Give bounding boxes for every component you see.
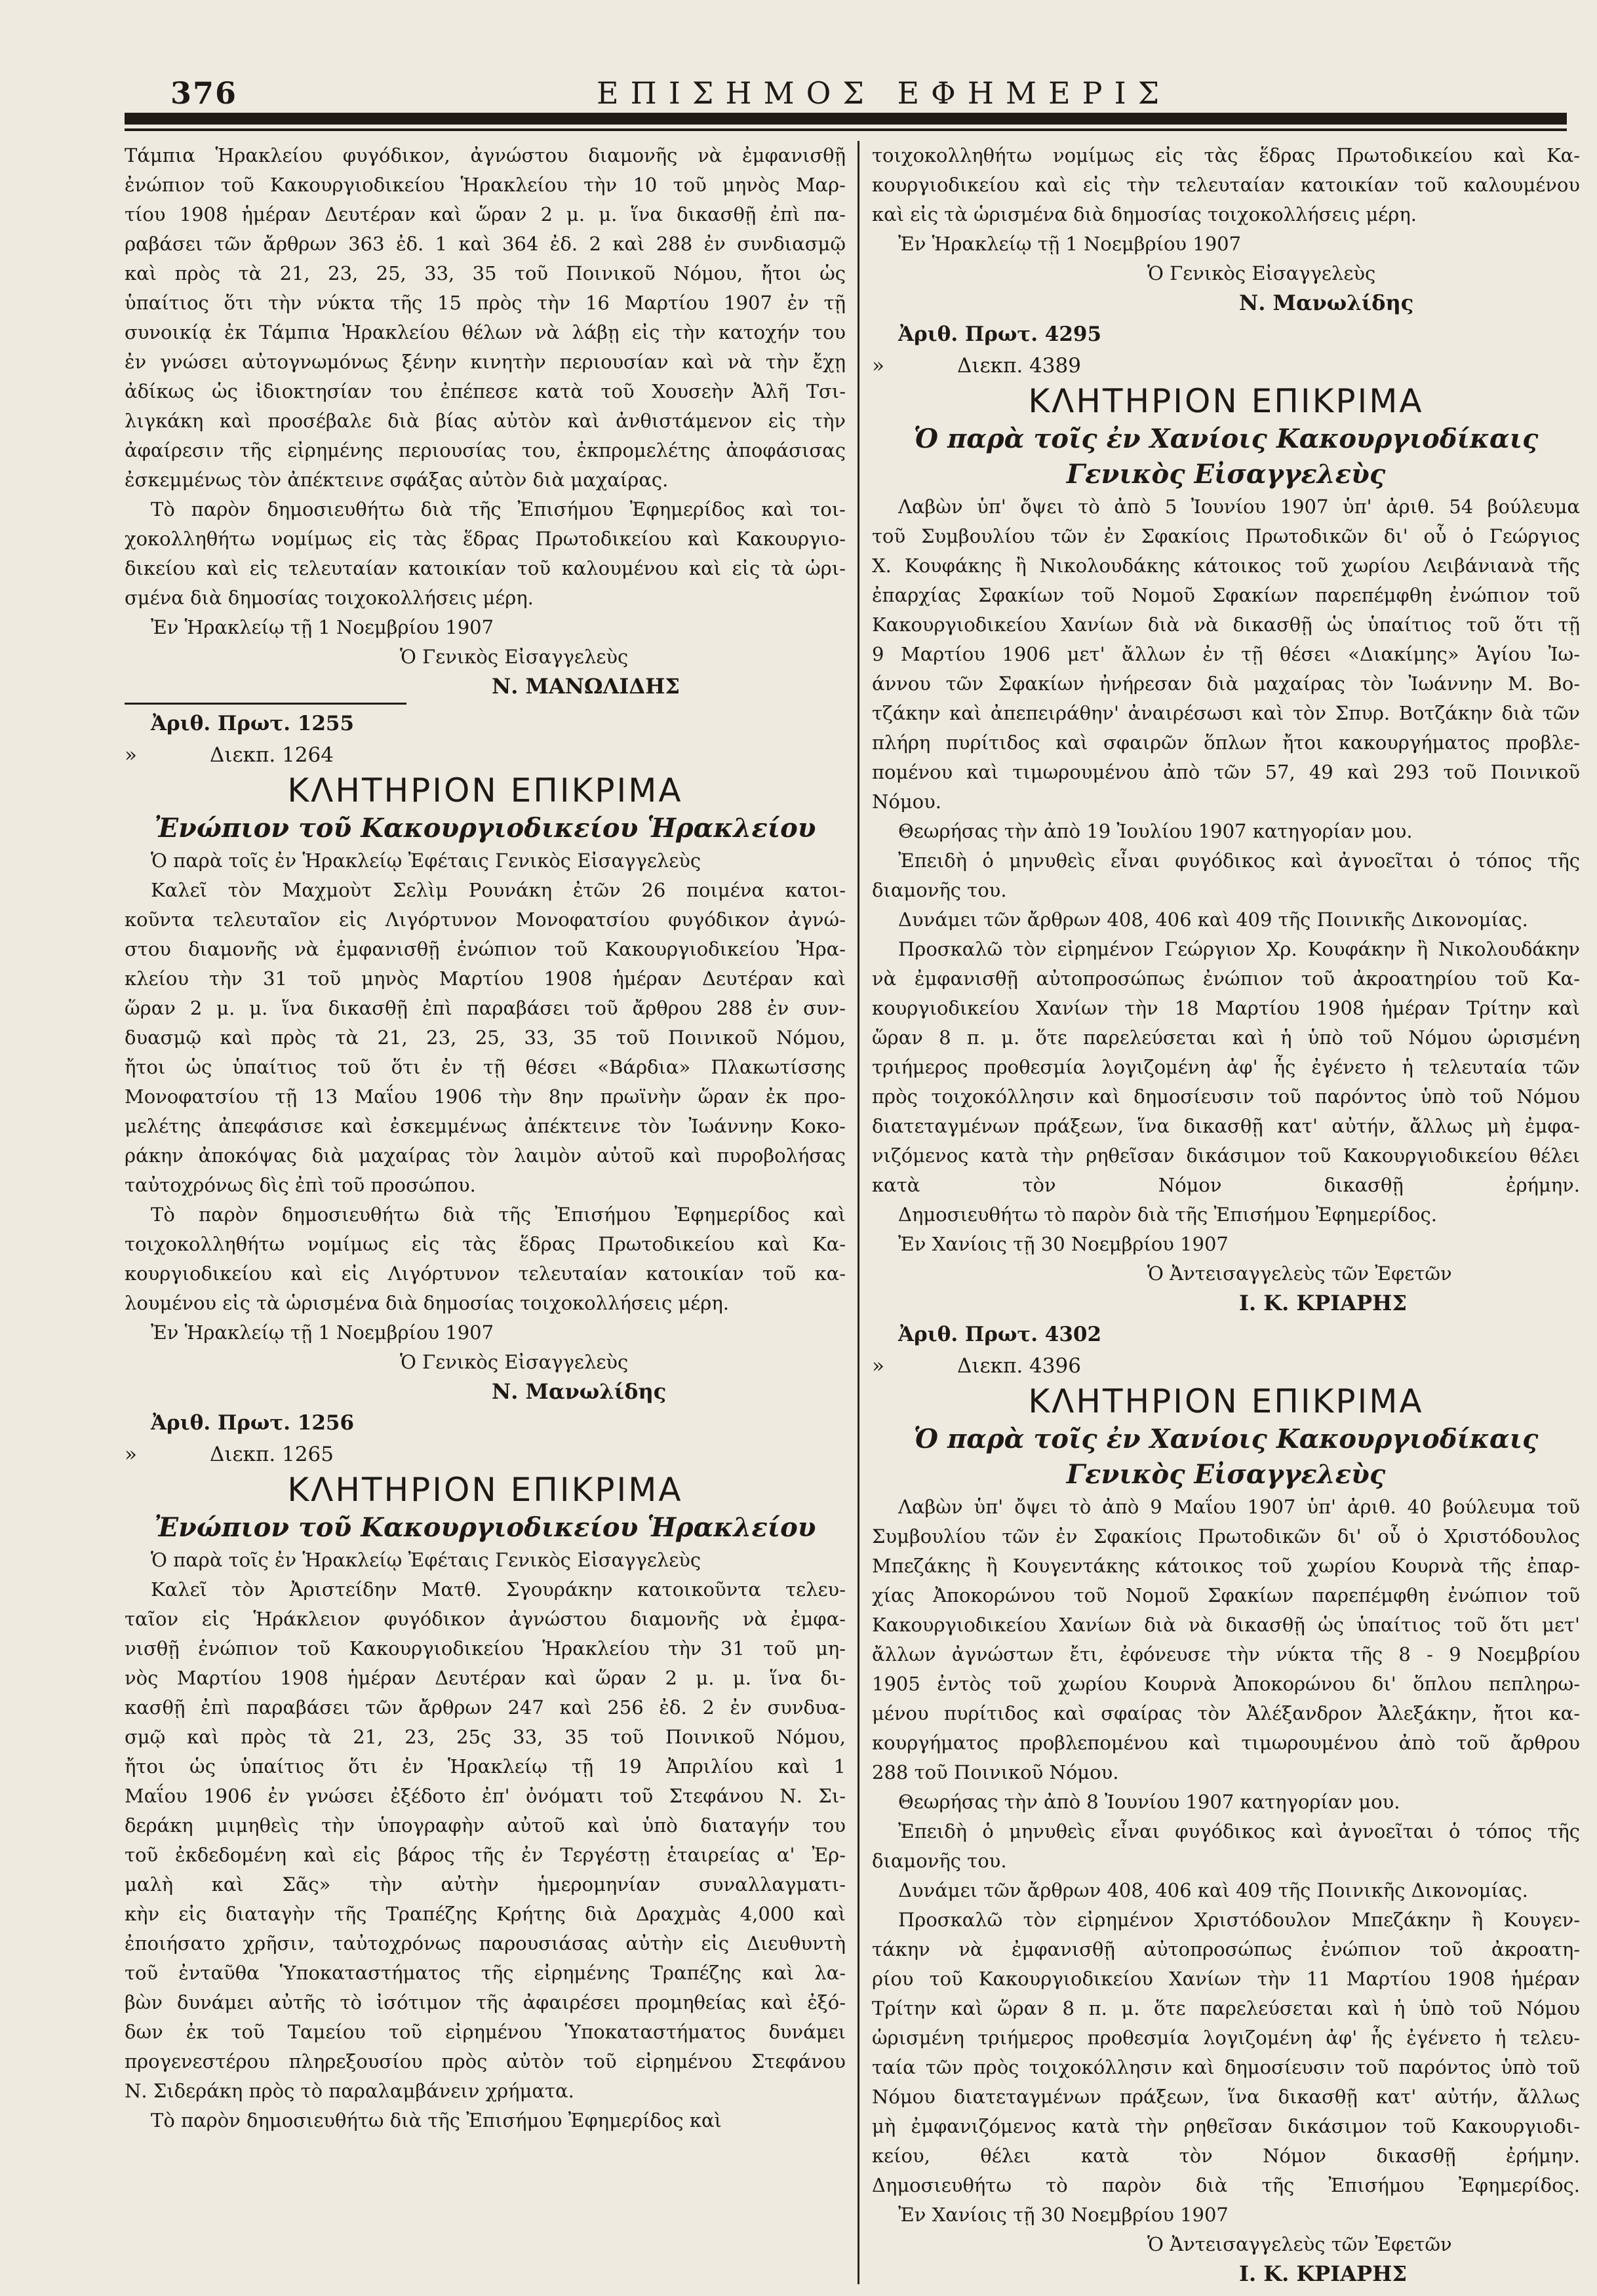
text-line: πρὸς τοιχοκόλλησιν καὶ δημοσίευσιν τοῦ παρόντος ὑπὸ τοῦ Νόμου bbox=[872, 1085, 1580, 1108]
header-rule-thick bbox=[125, 113, 1567, 125]
text-line: 9 Μαρτίου 1906 μετ' ἄλλων ἐν τῇ θέσει «Διακίμης» Ἁγίου Ἰω- bbox=[872, 643, 1580, 665]
text-line: ἐνώπιον τοῦ Κακουργιοδικείου Ἡρακλείου τὴν 10 τοῦ μηνὸς Μαρ- bbox=[125, 174, 846, 196]
text-line: μαλὴ καὶ Σᾶς» τὴν αὐτὴν ἡμερομηνίαν συναλλαγματι- bbox=[125, 1873, 846, 1896]
text-line: τοῦ ἐνταῦθα Ὑποκαταστήματος τῆς εἰρημένης Τραπέζης καὶ λα- bbox=[125, 1962, 846, 1984]
text-line: Τὸ παρὸν δημοσιευθήτω διὰ τῆς Ἐπισήμου Ἐφημερίδος καὶ bbox=[151, 2109, 722, 2131]
text-line: Καλεῖ τὸν Ἀριστείδην Ματθ. Σγουράκην κατοικοῦντα τελευ- bbox=[151, 1578, 846, 1601]
left-notice-3-body bbox=[125, 1546, 846, 2135]
text-line: διατεταγμένων πράξεων, ἵνα δικασθῇ κατ' αὐτήν, ἄλλως μὴ ἐμφα- bbox=[872, 1115, 1580, 1137]
text-line: Καλεῖ τὸν Μαχμοὺτ Σελὶμ Ρουνάκη ἐτῶν 26 ποιμένα κατοι- bbox=[151, 879, 846, 901]
section-title: ΚΛΗΤΗΡΙΟΝ ΕΠΙΚΡΙΜΑ bbox=[287, 1471, 683, 1509]
text-line: Συμβουλίου τῶν ἐν Σφακίοις Πρωτοδικῶν δι' οὗ ὁ Χριστόδουλος bbox=[872, 1525, 1580, 1547]
text-line: κουργιοδικείου καὶ εἰς τὴν τελευταίαν κατοικίαν τοῦ καλουμένου bbox=[872, 174, 1580, 196]
text-line: ρίου τοῦ Κακουργιοδικείου Χανίων τὴν 11 Μαρτίου 1908 ἡμέραν bbox=[872, 1968, 1580, 1990]
text-line: δυασμῷ καὶ πρὸς τὰ 21, 23, 25, 33, 35 τοῦ Ποινικοῦ Νόμου, bbox=[125, 1026, 846, 1049]
text-line: δεράκη μιμηθεὶς τὴν ὑπογραφὴν αὐτοῦ καὶ ὑπὸ διαταγήν του bbox=[125, 1814, 846, 1837]
protocol-number: Ἀριθ. Πρωτ. 4295 bbox=[898, 322, 1102, 346]
text-line: ἀδίκως ὡς ἰδιοκτησίαν του ἐπέπεσε κατὰ τοῦ Χουσεὴν Ἀλῆ Τσι- bbox=[125, 380, 846, 402]
text-line: ἄλλων ἀγνώστων ἔτι, ἐφόνευσε τὴν νύκτα τῆς 8 - 9 Νοεμβρίου bbox=[872, 1643, 1580, 1665]
text-line: Ἐπειδὴ ὁ μηνυθεὶς εἶναι φυγόδικος καὶ ἀγνοεῖται ὁ τόπος τῆς bbox=[898, 849, 1580, 872]
text-line: μελέτης ἀπεφάσισε καὶ ἐσκεμμένως ἀπέκτεινε τὸν Ἰωάννην Κοκο- bbox=[125, 1115, 846, 1137]
dispatch-number-text: Διεκπ. 1264 bbox=[210, 743, 334, 767]
text-line: τοῦ ἐκδεδομένη καὶ εἰς βάρος τῆς ἐν Τεργέστῃ ἑταιρείας α' Ἐρ- bbox=[125, 1844, 846, 1866]
text-line: καὶ εἰς τὰ ὡρισμένα διὰ δημοσίας τοιχοκολλήσεις μέρη. bbox=[872, 203, 1417, 225]
signatory-name: Ι. Κ. ΚΡΙΑΡΗΣ bbox=[1239, 1291, 1407, 1315]
signatory-title: Ὁ Γενικὸς Εἰσαγγελεὺς bbox=[400, 646, 629, 668]
signatory-title: Ὁ Ἀντεισαγγελεὺς τῶν Ἐφετῶν bbox=[1147, 2233, 1452, 2255]
text-line: Ν. Σιδεράκη πρὸς τὸ παραλαμβάνειν χρήματα. bbox=[125, 2080, 574, 2102]
text-line: λιγκάκη καὶ προσέβαλε διὰ βίας αὐτὸν καὶ ἀνθιστάμενον εἰς τὴν bbox=[125, 410, 846, 432]
section-title: ΚΛΗΤΗΡΙΟΝ ΕΠΙΚΡΙΜΑ bbox=[1028, 382, 1424, 420]
text-line: ἤτοι ὡς ὑπαίτιος ὅτι ἐν Ἡρακλείῳ τῇ 19 Ἀπριλίου καὶ 1 bbox=[125, 1755, 846, 1778]
text-line: ὑπαίτιος ὅτι τὴν νύκτα τῆς 15 πρὸς τὴν 16 Μαρτίου 1907 ἐν τῇ bbox=[125, 292, 846, 314]
text-line: ἤτοι ὡς ὑπαίτιος τοῦ ὅτι ἐν τῇ θέσει «Βάρδια» Πλακωτίσσης bbox=[125, 1056, 846, 1078]
text-line: προγενεστέρου πληρεξουσίου πρὸς αὐτὸν τοῦ εἰρημένου Στεφάνου bbox=[125, 2050, 846, 2072]
text-line: Μαΐου 1906 ἐν γνώσει ἐξέδοτο ἐπ' ὀνόματι τοῦ Στεφάνου Ν. Σι- bbox=[125, 1785, 846, 1807]
text-line: τοιχοκολληθήτω νομίμως εἰς τὰς ἕδρας Πρωτοδικείου καὶ Κα- bbox=[872, 144, 1580, 166]
text-line: κουργιοδικείου καὶ εἰς Λιγόρτυνον τελευταίαν κατοικίαν τοῦ κα- bbox=[125, 1262, 846, 1285]
text-line: νὸς Μαρτίου 1908 ἡμέραν Δευτέραν καὶ ὥραν 2 μ. μ. ἵνα δι- bbox=[125, 1667, 846, 1689]
signatory-title: Ὁ Γενικὸς Εἰσαγγελεὺς bbox=[400, 1351, 629, 1373]
text-line: δων ἐκ τοῦ Ταμείου τοῦ εἰρημένου Ὑποκαταστήματος δυνάμει bbox=[125, 2021, 846, 2043]
dispatch-number-text: Διεκπ. 1265 bbox=[210, 1443, 334, 1466]
section-subtitle: Ὁ παρὰ τοῖς ἐν Χανίοις Κακουργιοδίκαις bbox=[913, 423, 1539, 454]
text-line: Προσκαλῶ τὸν εἰρημένον Χριστόδουλον Μπεζάκην ἢ Κουγεν- bbox=[898, 1909, 1580, 1931]
text-line: λουμένου εἰς τὰ ὡρισμένα διὰ δημοσίας τοιχοκολλήσεις μέρη. bbox=[125, 1292, 729, 1314]
notice-date: Ἐν Ἡρακλείῳ τῇ 1 Νοεμβρίου 1907 bbox=[151, 1321, 494, 1344]
text-line: καὶ πρὸς τὰ 21, 23, 25, 33, 35 τοῦ Ποινικοῦ Νόμου, ἤτοι ὡς bbox=[125, 262, 846, 284]
text-line: πομένου καὶ τιμωρουμένου ἀπὸ τῶν 57, 49 καὶ 293 τοῦ Ποινικοῦ bbox=[872, 761, 1580, 783]
text-line: ἐπαρχίας Σφακίων τοῦ Νομοῦ Σφακίων παρεπέμφθη ἐνώπιον τοῦ bbox=[872, 584, 1580, 606]
right-column bbox=[872, 141, 1580, 2289]
section-subtitle: Ἐνώπιον τοῦ Κακουργιοδικείου Ἡρακλείου bbox=[154, 813, 816, 844]
text-line: ὥραν 2 μ. μ. ἵνα δικασθῇ ἐπὶ παραβάσει τοῦ ἄρθρου 288 ἐν συν- bbox=[125, 997, 846, 1019]
section-title: ΚΛΗΤΗΡΙΟΝ ΕΠΙΚΡΙΜΑ bbox=[287, 771, 683, 809]
text-line: Κακουργιοδικείου Χανίων διὰ νὰ δικασθῇ ὡς ὑπαίτιος τοῦ ὅτι μετ' bbox=[872, 1614, 1580, 1636]
text-line: Τὸ παρὸν δημοσιευθήτω διὰ τῆς Ἐπισήμου Ἐφημερίδος καὶ bbox=[151, 1203, 846, 1226]
text-line: Νόμου. bbox=[872, 790, 941, 813]
text-line: στου διαμονῆς νὰ ἐμφανισθῇ ἐνώπιον τοῦ Κακουργιοδικείου Ἡρα- bbox=[125, 938, 846, 960]
text-line: τάκην νὰ ἐμφανισθῇ αὐτοπροσώπως ἐνώπιον τοῦ ἀκροατη- bbox=[872, 1938, 1580, 1960]
text-line: διαμονῆς του. bbox=[872, 1850, 1007, 1872]
text-line: Μονοφατσίου τῇ 13 Μαΐου 1906 τὴν 8ην πρωϊνὴν ὥραν ἐκ προ- bbox=[125, 1085, 846, 1108]
notice-date: Ἐν Ἡρακλείῳ τῇ 1 Νοεμβρίου 1907 bbox=[151, 616, 494, 638]
column-divider bbox=[858, 141, 859, 2284]
signatory-name: Ι. Κ. ΚΡΙΑΡΗΣ bbox=[1239, 2261, 1407, 2286]
text-line: 288 τοῦ Ποινικοῦ Νόμου. bbox=[872, 1761, 1119, 1783]
section-title: ΚΛΗΤΗΡΙΟΝ ΕΠΙΚΡΙΜΑ bbox=[1028, 1382, 1424, 1420]
text-line: ταὐτοχρόνως δὶς ἐπὶ τοῦ προσώπου. bbox=[125, 1174, 476, 1196]
text-line: ἐσκεμμένως τὸν ἀπέκτεινε σφάξας αὐτὸν διὰ μαχαίρας. bbox=[125, 469, 669, 491]
text-line: Ὁ παρὰ τοῖς ἐν Ἡρακλείῳ Ἐφέταις Γενικὸς Εἰσαγγελεὺς bbox=[151, 1549, 701, 1571]
text-line: Θεωρήσας τὴν ἀπὸ 8 Ἰουνίου 1907 κατηγορίαν μου. bbox=[898, 1791, 1400, 1813]
text-line: Δημοσιευθήτω τὸ παρὸν διὰ τῆς Ἐπισήμου Ἐφημερίδος. bbox=[898, 1203, 1437, 1226]
text-line: Τρίτην καὶ ὥραν 8 π. μ. ὅτε παρελεύσεται καὶ ἡ ὑπὸ τοῦ Νόμου bbox=[872, 1997, 1580, 2019]
header-rule-thin bbox=[125, 128, 1567, 131]
text-line: ἀφαίρεσιν τῆς εἰρημένης περιουσίας του, ἐκπρομελέτης ἀποφάσισας bbox=[125, 439, 846, 461]
text-line: μένου πυρίτιδος καὶ σφαίρας τὸν Ἀλέξανδρον Ἀλεξάκην, ἤτοι κα- bbox=[872, 1702, 1580, 1724]
text-line: χίας Ἀποκορώνου τοῦ Νομοῦ Σφακίων παρεπέμφθη ἐνώπιον τοῦ bbox=[872, 1584, 1580, 1606]
right-notice-2-body bbox=[872, 492, 1580, 1230]
text-line: τίου 1908 ἡμέραν Δευτέραν καὶ ὥραν 2 μ. μ. ἵνα δικασθῇ ἐπὶ πα- bbox=[125, 203, 846, 225]
protocol-number: Ἀριθ. Πρωτ. 4302 bbox=[898, 1323, 1102, 1346]
text-line: ράκην ἀποκόψας διὰ μαχαίρας τὸν λαιμὸν αὐτοῦ καὶ πυροβολήσας bbox=[125, 1144, 846, 1167]
text-line: νὰ ἐμφανισθῇ αὐτοπροσώπως ἐνώπιον τοῦ ἀκροατηρίου τοῦ Κα- bbox=[872, 967, 1580, 990]
text-line: βὼν δυνάμει αὐτῆς τὸ ἰσότιμον τῆς ἀφαιρέσει προμηθείας καὶ ἐξό- bbox=[125, 1991, 846, 2014]
signatory-title: Ὁ Ἀντεισαγγελεὺς τῶν Ἐφετῶν bbox=[1147, 1262, 1452, 1285]
text-line: κείου, θέλει κατὰ τὸν Νόμον δικασθῇ ἐρήμην. bbox=[872, 2145, 1580, 2167]
text-line: δικείου καὶ εἰς τελευταίαν κατοικίαν τοῦ καλουμένου καὶ εἰς τὰ ὡρι- bbox=[125, 557, 846, 579]
masthead: ΕΠΙΣΗΜΟΣ ΕΦΗΜΕΡΙΣ bbox=[597, 75, 1172, 111]
left-notice-2-body bbox=[125, 846, 846, 1318]
text-line: Μπεζάκης ἢ Κουγεντάκης κάτοικος τοῦ χωρίου Κουρνὰ τῆς ἐπαρ- bbox=[872, 1555, 1580, 1577]
separator-rule bbox=[125, 703, 406, 705]
text-line: διαμονῆς του. bbox=[872, 879, 1007, 901]
text-line: Ὁ παρὰ τοῖς ἐν Ἡρακλείῳ Ἐφέταις Γενικὸς Εἰσαγγελεὺς bbox=[151, 849, 701, 872]
right-notice-1-body bbox=[872, 141, 1580, 229]
text-line: ὥραν 8 π. μ. ὅτε παρελεύσεται καὶ ἡ ὑπὸ τοῦ Νόμου ὡρισμένη bbox=[872, 1026, 1580, 1049]
text-line: Δυνάμει τῶν ἄρθρων 408, 406 καὶ 409 τῆς Ποινικῆς Δικονομίας. bbox=[898, 908, 1528, 931]
text-line: 1905 ἐντὸς τοῦ χωρίου Κουρνὰ Ἀποκορώνου δι' ὅπλου πεπληρω- bbox=[872, 1673, 1580, 1695]
text-line: νισθῇ ἐνώπιον τοῦ Κακουργιοδικείου Ἡρακλείου τὴν 31 τοῦ μη- bbox=[125, 1637, 846, 1660]
text-line: Τὸ παρὸν δημοσιευθήτω διὰ τῆς Ἐπισήμου Ἐφημερίδος καὶ τοι- bbox=[151, 498, 846, 520]
text-line: Θεωρήσας τὴν ἀπὸ 19 Ἰουλίου 1907 κατηγορίαν μου. bbox=[898, 820, 1413, 842]
section-subtitle-2: Γενικὸς Εἰσαγγελεὺς bbox=[1066, 459, 1386, 490]
left-column bbox=[125, 141, 846, 2135]
text-line: κλείου τὴν 31 τοῦ μηνὸς Μαρτίου 1908 ἡμέραν Δευτέραν καὶ bbox=[125, 967, 846, 990]
dispatch-number: » Διεκπ. 4389 bbox=[872, 354, 1081, 378]
dispatch-number: » Διεκπ. 4396 bbox=[872, 1354, 1081, 1378]
text-line: Προσκαλῶ τὸν εἰρημένον Γεώργιον Χρ. Κουφάκην ἢ Νικολουδάκην bbox=[898, 938, 1580, 960]
text-line: ἐν γνώσει αὐτογνωμόνως ξένην κινητὴν περιουσίαν καὶ νὰ τὴν ἔχῃ bbox=[125, 351, 846, 373]
text-line: άννου τῶν Σφακίων ἠνήρεσαν διὰ μαχαίρας τὸν Ἰωάννην Μ. Βο- bbox=[872, 672, 1580, 695]
signatory-name: Ν. Μανωλίδης bbox=[1239, 290, 1414, 315]
section-subtitle: Ὁ παρὰ τοῖς ἐν Χανίοις Κακουργιοδίκαις bbox=[913, 1424, 1539, 1454]
section-subtitle-2: Γενικὸς Εἰσαγγελεὺς bbox=[1066, 1459, 1386, 1490]
text-line: Χ. Κουφάκης ἢ Νικολουδάκης κάτοικος τοῦ χωρίου Λειβάνιανὰ τῆς bbox=[872, 555, 1580, 577]
text-line: ὡρισμένη τριήμερος προθεσμία λογιζομένη ἀφ' ἧς ἐγένετο ἡ τελευ- bbox=[872, 2027, 1580, 2049]
text-line: ἐποιήσατο χρῆσιν, ταὐτοχρόνως παρουσιάσας αὐτὴν εἰς Διευθυντὴ bbox=[125, 1932, 846, 1955]
notice-date: Ἐν Ἡρακλείῳ τῇ 1 Νοεμβρίου 1907 bbox=[898, 233, 1242, 255]
text-line: κουργιοδικείου Χανίων τὴν 18 Μαρτίου 1908 ἡμέραν Τρίτην καὶ bbox=[872, 997, 1580, 1019]
text-line: τζάκην καὶ ἀπεπειράθην' ἀναιρέσωσι καὶ τὸν Σπυρ. Βοτζάκην διὰ τῶν bbox=[872, 702, 1580, 724]
notice-date: Ἐν Χανίοις τῇ 30 Νοεμβρίου 1907 bbox=[898, 1233, 1229, 1255]
notice-date: Ἐν Χανίοις τῇ 30 Νοεμβρίου 1907 bbox=[898, 2204, 1229, 2226]
text-line: ταία τῶν πρὸς τοιχοκόλλησιν καὶ δημοσίευσιν τοῦ παρόντος ὑπὸ τοῦ bbox=[872, 2056, 1580, 2078]
text-line: Λαβὼν ὑπ' ὄψει τὸ ἀπὸ 9 Μαΐου 1907 ὑπ' ἀριθ. 40 βούλευμα τοῦ bbox=[898, 1496, 1580, 1518]
text-line: ραβάσει τῶν ἄρθρων 363 ἐδ. 1 καὶ 364 ἐδ. 2 καὶ 288 ἐν συνδιασμῷ bbox=[125, 233, 846, 255]
right-notice-3-body bbox=[872, 1492, 1580, 2200]
protocol-number: Ἀριθ. Πρωτ. 1255 bbox=[151, 712, 355, 735]
text-line: σμῷ καὶ πρὸς τὰ 21, 23, 25ς 33, 35 τοῦ Ποινικοῦ Νόμου, bbox=[125, 1726, 846, 1748]
text-line: Δυνάμει τῶν ἄρθρων 408, 406 καὶ 409 τῆς Ποινικῆς Δικονομίας. bbox=[898, 1879, 1528, 1901]
page-header bbox=[125, 69, 1541, 115]
text-line: Τάμπια Ἡρακλείου φυγόδικον, ἀγνώστου διαμονῆς νὰ ἐμφανισθῇ bbox=[125, 144, 846, 166]
text-line: χοκολληθήτω νομίμως εἰς τὰς ἕδρας Πρωτοδικείου καὶ Κακουργιο- bbox=[125, 528, 846, 550]
text-line: νιζόμενος κατὰ τὴν ρηθεῖσαν δικάσιμον τοῦ Κακουργιοδικείου θέλει bbox=[872, 1144, 1580, 1167]
dispatch-number: » Διεκπ. 1265 bbox=[125, 1443, 334, 1466]
protocol-number: Ἀριθ. Πρωτ. 1256 bbox=[151, 1411, 355, 1435]
text-line: Λαβὼν ὑπ' ὄψει τὸ ἀπὸ 5 Ἰουνίου 1907 ὑπ' ἀριθ. 54 βούλευμα bbox=[898, 496, 1580, 518]
text-line: κὴν εἰς διαταγὴν τῆς Τραπέζης Κρήτης διὰ Δραχμὰς 4,000 καὶ bbox=[125, 1903, 846, 1925]
signatory-title: Ὁ Γενικὸς Εἰσαγγελεὺς bbox=[1147, 262, 1376, 284]
text-line: Δημοσιευθήτω τὸ παρὸν διὰ τῆς Ἐπισήμου Ἐφημερίδος. bbox=[872, 2174, 1580, 2196]
text-line: Ἐπειδὴ ὁ μηνυθεὶς εἶναι φυγόδικος καὶ ἀγνοεῖται ὁ τόπος τῆς bbox=[898, 1820, 1580, 1842]
text-line: τοιχοκολληθήτω νομίμως εἰς τὰς ἕδρας Πρωτοδικείου καὶ Κα- bbox=[125, 1233, 846, 1255]
text-line: κοῦντα τελευταῖον εἰς Λιγόρτυνον Μονοφατσίου φυγόδικον ἀγνώ- bbox=[125, 908, 846, 931]
signatory-name: Ν. Μανωλίδης bbox=[492, 1379, 667, 1404]
section-subtitle: Ἐνώπιον τοῦ Κακουργιοδικείου Ἡρακλείου bbox=[154, 1512, 816, 1543]
dispatch-number: » Διεκπ. 1264 bbox=[125, 743, 334, 767]
dispatch-number-text: Διεκπ. 4396 bbox=[957, 1354, 1081, 1378]
text-line: σμένα διὰ δημοσίας τοιχοκολλήσεις μέρη. bbox=[125, 587, 534, 609]
text-line: κουργήματος προβλεπομένου καὶ τιμωρουμένου ἀπὸ τοῦ ἄρθρου bbox=[872, 1732, 1580, 1754]
left-notice-1-body bbox=[125, 141, 846, 613]
signatory-name: Ν. ΜΑΝΩΛΙΔΗΣ bbox=[492, 674, 680, 699]
text-line: μὴ ἐμφανιζόμενος κατὰ τὴν ρηθεῖσαν δικάσιμον τοῦ Κακουργιοδι- bbox=[872, 2115, 1580, 2137]
dispatch-number-text: Διεκπ. 4389 bbox=[957, 354, 1081, 378]
text-line: τριήμερος προθεσμία λογιζομένη ἀφ' ἧς ἐγένετο ἡ τελευταία τῶν bbox=[872, 1056, 1580, 1078]
text-line: τοῦ Συμβουλίου τῶν ἐν Σφακίοις Πρωτοδικῶν δι' οὗ ὁ Γεώργιος bbox=[872, 525, 1580, 547]
text-line: πλήρη πυρίτιδος καὶ σφαιρῶν ὅπλων ἤτοι κακουργήματος προβλε- bbox=[872, 731, 1580, 754]
text-line: συνοικίᾳ ἐκ Τάμπια Ἡρακλείου θέλων νὰ λάβῃ εἰς τὴν κατοχήν του bbox=[125, 321, 846, 343]
page-number: 376 bbox=[170, 75, 238, 111]
text-line: ταῖον εἰς Ἡράκλειον φυγόδικον ἀγνώστου διαμονῆς νὰ ἐμφα- bbox=[125, 1608, 846, 1630]
text-line: Νόμου διατεταγμένων πράξεων, ἵνα δικασθῇ κατ' αὐτήν, ἄλλως bbox=[872, 2086, 1580, 2108]
text-line: Κακουργιοδικείου Χανίων διὰ νὰ δικασθῇ ὡς ὑπαίτιος τοῦ ὅτι τῇ bbox=[872, 613, 1580, 636]
text-line: κασθῇ ἐπὶ παραβάσει τῶν ἄρθρων 247 καὶ 256 ἐδ. 2 ἐν συνδυα- bbox=[125, 1696, 846, 1719]
text-line: κατὰ τὸν Νόμον δικασθῇ ἐρήμην. bbox=[872, 1174, 1580, 1196]
